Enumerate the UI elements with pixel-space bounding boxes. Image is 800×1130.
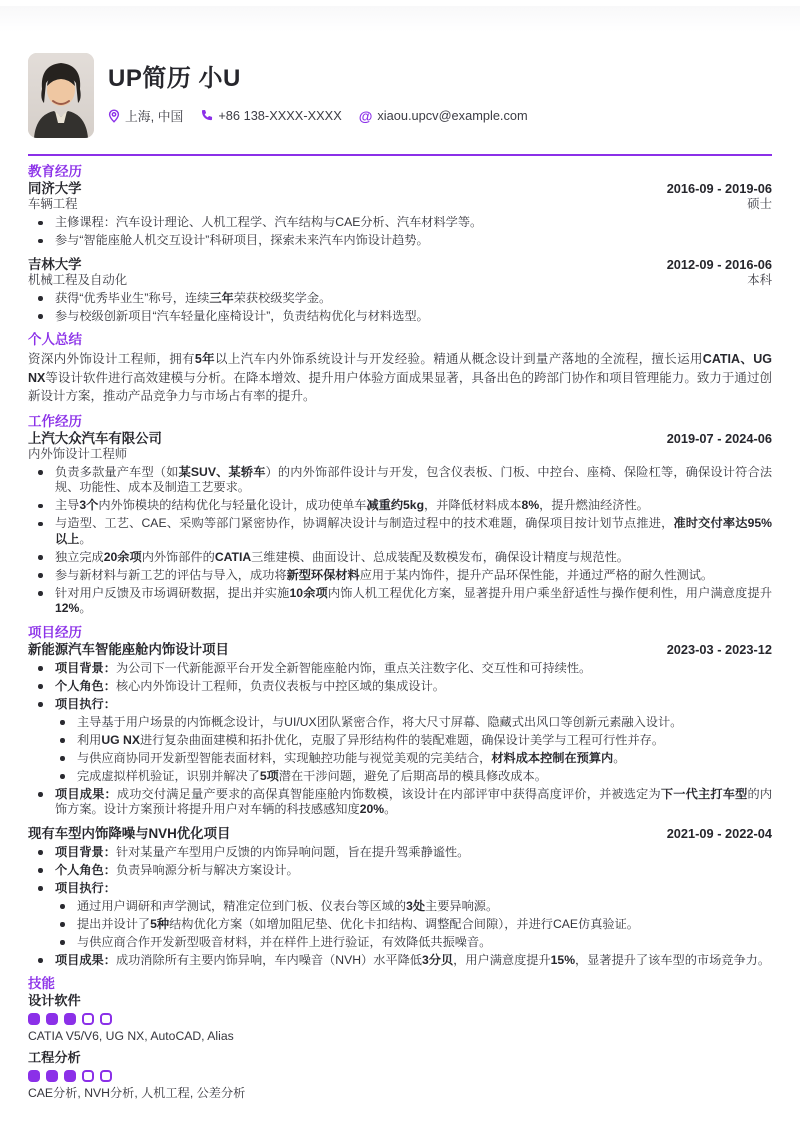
text-run: 以上汽车内外饰系统设计与开发经验。精通从概念设计到量产落地的全流程，擅长运用 bbox=[215, 352, 703, 366]
project-entry bbox=[28, 643, 772, 818]
sub-bullet-item bbox=[50, 935, 772, 951]
entry-subrow bbox=[28, 197, 772, 211]
text-run: 主修课程：汽车设计理论、人机工程学、汽车结构与CAE分析、汽车材料学等。 bbox=[55, 215, 483, 229]
bullet-item bbox=[28, 881, 772, 897]
company-name: 上汽大众汽车有限公司 bbox=[28, 430, 162, 446]
text-run: 提出并设计了 bbox=[77, 916, 151, 931]
highlight-text: 项目执行： bbox=[55, 696, 116, 711]
highlight-text: 3分贝 bbox=[421, 952, 454, 967]
bullet-item bbox=[28, 845, 772, 861]
entry-head bbox=[28, 258, 772, 272]
summary-section-title: 个人总结 bbox=[28, 332, 82, 347]
location-item bbox=[108, 106, 183, 125]
text-run: 独立完成 bbox=[55, 549, 104, 564]
text-run: ，提升燃油经济性。 bbox=[539, 498, 649, 512]
text-run: 成功交付满足量产要求的高保真智能座舱内饰数模，该设计在内部评审中获得高度评价，并被选定为 bbox=[116, 786, 661, 801]
school-name: 同济大学 bbox=[28, 181, 82, 196]
highlight-text: 3处 bbox=[406, 898, 426, 913]
highlight-text: 项目执行： bbox=[55, 880, 116, 895]
projects-section-title: 项目经历 bbox=[28, 624, 82, 640]
text-run: 主要异响源。 bbox=[425, 898, 499, 913]
entry-date: 2021-09 - 2022-04 bbox=[666, 825, 772, 841]
sub-bullet-item bbox=[50, 917, 772, 933]
text-run: 核心内外饰设计工程师，负责仪表板与中控区域的集成设计。 bbox=[115, 678, 445, 693]
bullet-item bbox=[28, 586, 772, 617]
highlight-text: 项目背景： bbox=[55, 844, 116, 859]
bullet-item bbox=[28, 568, 772, 584]
entry-head bbox=[28, 827, 772, 841]
text-run: 内外饰模块的结构优化与轻量化设计，成功使单车 bbox=[98, 498, 367, 512]
highlight-text: 3个 bbox=[79, 498, 99, 512]
highlight-text: 项目成果： bbox=[55, 952, 116, 967]
profile-photo bbox=[28, 53, 94, 138]
text-run: 的内饰方案。设计方案预计将提升用户对车辆的科技感感知度 bbox=[55, 786, 773, 816]
rating-dot-empty bbox=[82, 1013, 94, 1025]
rating-dot-filled bbox=[64, 1070, 76, 1082]
text-run: ，并降低材料成本 bbox=[424, 498, 522, 512]
bullet-item bbox=[28, 215, 772, 231]
highlight-text: 20余项 bbox=[103, 549, 142, 564]
candidate-name: UP简历 小U bbox=[108, 65, 241, 92]
summary-paragraph bbox=[28, 350, 772, 406]
highlight-text: 项目背景： bbox=[55, 660, 116, 675]
entry-head bbox=[28, 432, 772, 446]
phone-text: +86 138-XXXX-XXXX bbox=[218, 108, 342, 124]
highlight-text: 项目成果： bbox=[55, 786, 117, 801]
sub-bullet-item bbox=[50, 769, 772, 785]
bullet-item bbox=[28, 661, 772, 677]
text-run: 与造型、工艺、CAE、采购等部门紧密协作，协调解决设计与制造过程中的技术难题，确保项目按计划节点推进， bbox=[55, 516, 674, 530]
section-summary bbox=[28, 332, 772, 406]
text-run: 主导 bbox=[55, 498, 80, 512]
text-run: 荣获校级奖学金。 bbox=[233, 290, 332, 305]
avatar bbox=[28, 53, 94, 138]
bullet-item bbox=[28, 679, 772, 695]
rating-dot-filled bbox=[46, 1013, 58, 1025]
location-text: 上海, 中国 bbox=[125, 109, 184, 125]
education-entry bbox=[28, 258, 772, 325]
text-run: 针对用户反馈及市场调研数据，提出并实施 bbox=[55, 585, 290, 600]
skill-group bbox=[28, 1051, 772, 1101]
rating-dot-filled bbox=[46, 1070, 58, 1082]
work-entries bbox=[28, 432, 772, 617]
bullet-list bbox=[28, 845, 772, 969]
entry-subrow bbox=[28, 273, 772, 287]
text-run: 获得“优秀毕业生”称号，连续 bbox=[55, 290, 210, 305]
text-run: 内饰人机工程优化方案，显著提升用户乘坐舒适性与操作便利性，用户满意度提升 bbox=[327, 585, 773, 600]
highlight-text: 个人角色： bbox=[55, 678, 116, 693]
skill-tools: CAE分析, NVH分析, 人机工程, 公差分析 bbox=[28, 1086, 246, 1100]
text-run: 内外饰部件的 bbox=[141, 549, 215, 564]
text-run: ，显著提升了该车型的市场竞争力。 bbox=[575, 952, 771, 967]
entry-head bbox=[28, 182, 772, 196]
section-work bbox=[28, 414, 772, 617]
bullet-item bbox=[28, 233, 772, 249]
degree-label: 硕士 bbox=[747, 197, 772, 211]
entry-date: 2019-07 - 2024-06 bbox=[666, 430, 772, 446]
bullet-item bbox=[28, 550, 772, 566]
bullet-list bbox=[28, 215, 772, 249]
text-run: 参与新材料与新工艺的评估与导入，成功将 bbox=[55, 567, 287, 582]
contact-row bbox=[108, 106, 528, 125]
highlight-text: 5年 bbox=[194, 352, 215, 366]
text-run: 负责异响源分析与解决方案设计。 bbox=[115, 862, 299, 877]
education-section-title: 教育经历 bbox=[28, 164, 82, 179]
text-run: 主导基于用户场景的内饰概念设计，与UI/UX团队紧密合作，将大尺寸屏幕、隐藏式出风口等创新元素融入设计。 bbox=[77, 714, 683, 729]
entry-head bbox=[28, 643, 772, 657]
rating-dot-empty bbox=[82, 1070, 94, 1082]
highlight-text: 个人角色： bbox=[55, 862, 116, 877]
text-run: ）的内外饰部件设计与开发，包含仪表板、门板、中控台、座椅、保险杠等，确保设计符合法规、功能性、成本及制造工艺要求。 bbox=[55, 464, 773, 494]
highlight-text: 三年 bbox=[209, 290, 234, 305]
skill-name: 工程分析 bbox=[28, 1050, 81, 1065]
text-run: 。 bbox=[613, 750, 626, 765]
skill-name: 设计软件 bbox=[28, 993, 81, 1008]
highlight-text: 10余项 bbox=[289, 585, 328, 600]
header-divider bbox=[28, 154, 772, 156]
sub-bullet-item bbox=[50, 751, 772, 767]
skills-section-title: 技能 bbox=[28, 976, 55, 991]
bullet-item bbox=[28, 498, 772, 514]
highlight-text: CATIA、UG NX bbox=[28, 352, 772, 385]
bullet-item bbox=[28, 953, 772, 969]
highlight-text: 5种 bbox=[150, 916, 170, 931]
text-run: 。 bbox=[384, 802, 397, 816]
highlight-text: 材料成本控制在预算内 bbox=[491, 750, 614, 765]
bullet-item bbox=[28, 863, 772, 879]
skill-groups bbox=[28, 994, 772, 1101]
sub-bullet-item bbox=[50, 733, 772, 749]
text-run: 针对某量产车型用户反馈的内饰异响问题，旨在提升驾乘静谧性。 bbox=[115, 844, 470, 859]
resume-header bbox=[28, 0, 772, 138]
project-entry bbox=[28, 827, 772, 969]
rating-dot-empty bbox=[100, 1013, 112, 1025]
role-title: 内外饰设计工程师 bbox=[28, 446, 128, 461]
major-name: 机械工程及自动化 bbox=[28, 272, 128, 287]
education-entry bbox=[28, 182, 772, 249]
bullet-list bbox=[28, 465, 772, 617]
bullet-list bbox=[28, 661, 772, 818]
work-section-title: 工作经历 bbox=[28, 413, 82, 429]
text-run: 为公司下一代新能源平台开发全新智能座舱内饰，重点关注数字化、交互性和可持续性。 bbox=[115, 660, 592, 675]
entry-date: 2023-03 - 2023-12 bbox=[666, 641, 772, 657]
project-name: 新能源汽车智能座舱内饰设计项目 bbox=[28, 641, 229, 657]
section-skills bbox=[28, 976, 772, 1101]
rating-dot-filled bbox=[64, 1013, 76, 1025]
text-run: 与供应商协同开发新型智能表面材料，实现触控功能与视觉美观的完美结合， bbox=[77, 750, 492, 765]
skill-rating bbox=[28, 1013, 772, 1025]
highlight-text: 下一代主打车型 bbox=[660, 786, 748, 801]
highlight-text: UG NX bbox=[101, 732, 140, 747]
skill-tools: CATIA V5/V6, UG NX, AutoCAD, Alias bbox=[28, 1029, 234, 1043]
highlight-text: 某SUV、某轿车 bbox=[178, 464, 266, 479]
highlight-text: 8% bbox=[521, 498, 540, 512]
text-run: 资深内外饰设计工程师，拥有 bbox=[28, 352, 195, 366]
highlight-text: 20% bbox=[359, 802, 385, 816]
rating-dot-empty bbox=[100, 1070, 112, 1082]
text-run: 通过用户调研和声学测试，精准定位到门板、仪表台等区域的 bbox=[77, 898, 407, 913]
entry-date: 2016-09 - 2019-06 bbox=[666, 181, 772, 196]
phone-icon bbox=[200, 109, 213, 122]
sub-bullet-item bbox=[50, 899, 772, 915]
text-run: 进行复杂曲面建模和拓扑优化，克服了异形结构件的装配难题，确保设计美学与工程可行性并存。 bbox=[139, 732, 665, 747]
school-name: 吉林大学 bbox=[28, 256, 82, 272]
bullet-item bbox=[28, 309, 772, 325]
bullet-item bbox=[28, 291, 772, 307]
text-run: 三维建模、曲面设计、总成装配及数模发布，确保设计精度与规范性。 bbox=[251, 549, 629, 564]
skill-group bbox=[28, 994, 772, 1044]
highlight-text: 准时交付率达95%以上 bbox=[55, 516, 772, 546]
education-entries bbox=[28, 182, 772, 324]
text-run: 参与“智能座舱人机交互设计”科研项目，探索未来汽车内饰设计趋势。 bbox=[55, 233, 429, 247]
skill-rating bbox=[28, 1070, 772, 1082]
text-run: 成功消除所有主要内饰异响，车内噪音（NVH）水平降低 bbox=[115, 952, 422, 967]
text-run: 利用 bbox=[77, 732, 102, 747]
major-name: 车辆工程 bbox=[28, 197, 78, 211]
text-run: 与供应商合作开发新型吸音材料，并在样件上进行验证，有效降低共振噪音。 bbox=[77, 934, 492, 949]
text-run: 潜在干涉问题，避免了后期高昂的模具修改成本。 bbox=[278, 768, 547, 783]
email-text: xiaou.upcv@example.com bbox=[377, 108, 528, 124]
bullet-list bbox=[28, 291, 772, 325]
phone-item bbox=[200, 108, 341, 123]
text-run: 结构优化方案（如增加阻尼垫、优化卡扣结构、调整配合间隙），并进行CAE仿真验证。 bbox=[169, 916, 639, 931]
section-education bbox=[28, 164, 772, 324]
work-entry bbox=[28, 432, 772, 617]
text-run: 负责多款量产车型（如 bbox=[55, 464, 179, 479]
location-pin-icon bbox=[108, 109, 120, 123]
text-run: 参与校级创新项目“汽车轻量化座椅设计”，负责结构优化与材料选型。 bbox=[55, 308, 429, 323]
degree-label: 本科 bbox=[747, 272, 772, 287]
highlight-text: 15% bbox=[550, 952, 576, 967]
bullet-item bbox=[28, 516, 772, 547]
at-icon: @ bbox=[358, 107, 373, 124]
text-run: 完成虚拟样机验证，识别并解决了 bbox=[77, 768, 260, 783]
highlight-text: 减重约5kg bbox=[366, 498, 425, 512]
header-text bbox=[108, 53, 528, 125]
text-run: 。 bbox=[79, 531, 92, 546]
highlight-text: 12% bbox=[55, 601, 80, 615]
rating-dot-filled bbox=[28, 1070, 40, 1082]
text-run: ，用户满意度提升 bbox=[453, 952, 551, 967]
bullet-item bbox=[28, 697, 772, 713]
text-run: 。 bbox=[79, 601, 92, 615]
text-run: 等设计软件进行高效建模与分析。在降本增效、提升用户体验方面成果显著，具备出色的跨部门协作和项目管理能力。致力于通过创新设计方案，推动产品竞争力与市场占有率的提升。 bbox=[28, 370, 772, 403]
section-projects bbox=[28, 625, 772, 969]
email-item bbox=[359, 108, 528, 123]
sub-bullet-item bbox=[50, 715, 772, 731]
project-entries bbox=[28, 643, 772, 969]
bullet-item bbox=[28, 465, 772, 496]
highlight-text: CATIA bbox=[214, 549, 252, 564]
entry-subrow bbox=[28, 447, 772, 461]
highlight-text: 5项 bbox=[259, 768, 279, 783]
rating-dot-filled bbox=[28, 1013, 40, 1025]
bullet-item bbox=[28, 787, 772, 818]
text-run: 应用于某内饰件，提升产品环保性能，并通过严格的耐久性测试。 bbox=[359, 567, 714, 582]
project-name: 现有车型内饰降噪与NVH优化项目 bbox=[28, 825, 231, 841]
entry-date: 2012-09 - 2016-06 bbox=[666, 256, 772, 272]
highlight-text: 新型环保材料 bbox=[286, 567, 360, 582]
